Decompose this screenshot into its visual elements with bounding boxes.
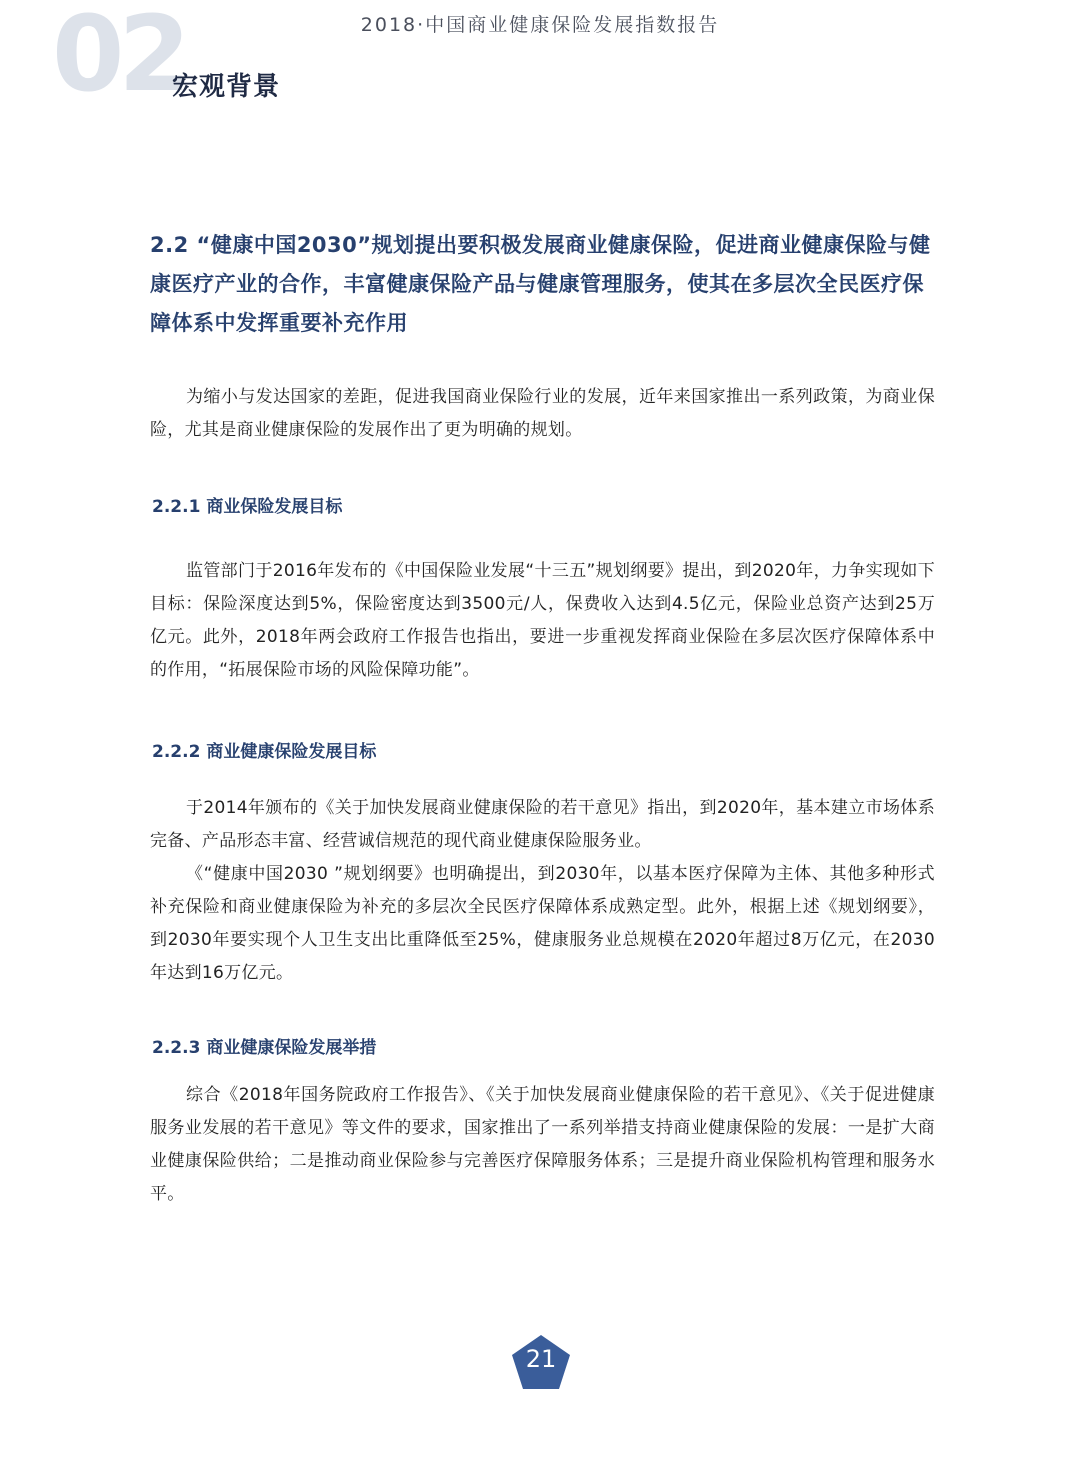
subsection-2-2-2-paragraph-2: 《“健康中国2030 ”规划纲要》也明确提出，到2030年，以基本医疗保障为主体、其他多种形式补充保险和商业健康保险为补充的多层次全民医疗保障体系成熟定型。此外，根据上述《规划纲要》，到2030年要实现个人卫生支出比重降低至25%，健康服务业总规模在2020年超过8万亿元，在2030年达到16万亿元。 — [150, 864, 935, 983]
section-heading: 2.2 “健康中国2030”规划提出要积极发展商业健康保险，促进商业健康保险与健康医疗产业的合作，丰富健康保险产品与健康管理服务，使其在多层次全民医疗保障体系中发挥重要补充作用 — [150, 233, 931, 335]
subsection-heading-2-2-2: 2.2.2 商业健康保险发展目标 — [152, 742, 377, 762]
subsection-2-2-3-paragraph: 综合《2018年国务院政府工作报告》、《关于加快发展商业健康保险的若干意见》、《关于促进健康服务业发展的若干意见》等文件的要求，国家推出了一系列举措支持商业健康保险的发展：一是扩大商业健康保险供给；二是推动商业保险参与完善医疗保障服务体系；三是提升商业保险机构管理和服务水平。 — [150, 1085, 935, 1204]
report-title: 2018·中国商业健康保险发展指数报告 — [360, 14, 720, 36]
subsection-heading-2-2-3: 2.2.3 商业健康保险发展举措 — [152, 1038, 377, 1058]
chapter-title: 宏观背景 — [172, 72, 281, 102]
page-number: 21 — [525, 1345, 557, 1373]
section-intro-paragraph: 为缩小与发达国家的差距，促进我国商业保险行业的发展，近年来国家推出一系列政策，为商业保险，尤其是商业健康保险的发展作出了更为明确的规划。 — [150, 387, 935, 440]
chapter-number-watermark: 02 — [52, 0, 185, 115]
subsection-2-2-2-paragraph-1: 于2014年颁布的《关于加快发展商业健康保险的若干意见》指出，到2020年，基本建立市场体系完备、产品形态丰富、经营诚信规范的现代商业健康保险服务业。 — [150, 798, 935, 851]
subsection-2-2-1-paragraph: 监管部门于2016年发布的《中国保险业发展“十三五”规划纲要》提出，到2020年，力争实现如下目标：保险深度达到5%，保险密度达到3500元/人，保费收入达到4.5亿元，保险业总资产达到25万亿元。此外，2018年两会政府工作报告也指出，要进一步重视发挥商业保险在多层次医疗保障体系中的作用，“拓展保险市场的风险保障功能”。 — [150, 561, 935, 680]
subsection-heading-2-2-1: 2.2.1 商业保险发展目标 — [152, 497, 343, 517]
